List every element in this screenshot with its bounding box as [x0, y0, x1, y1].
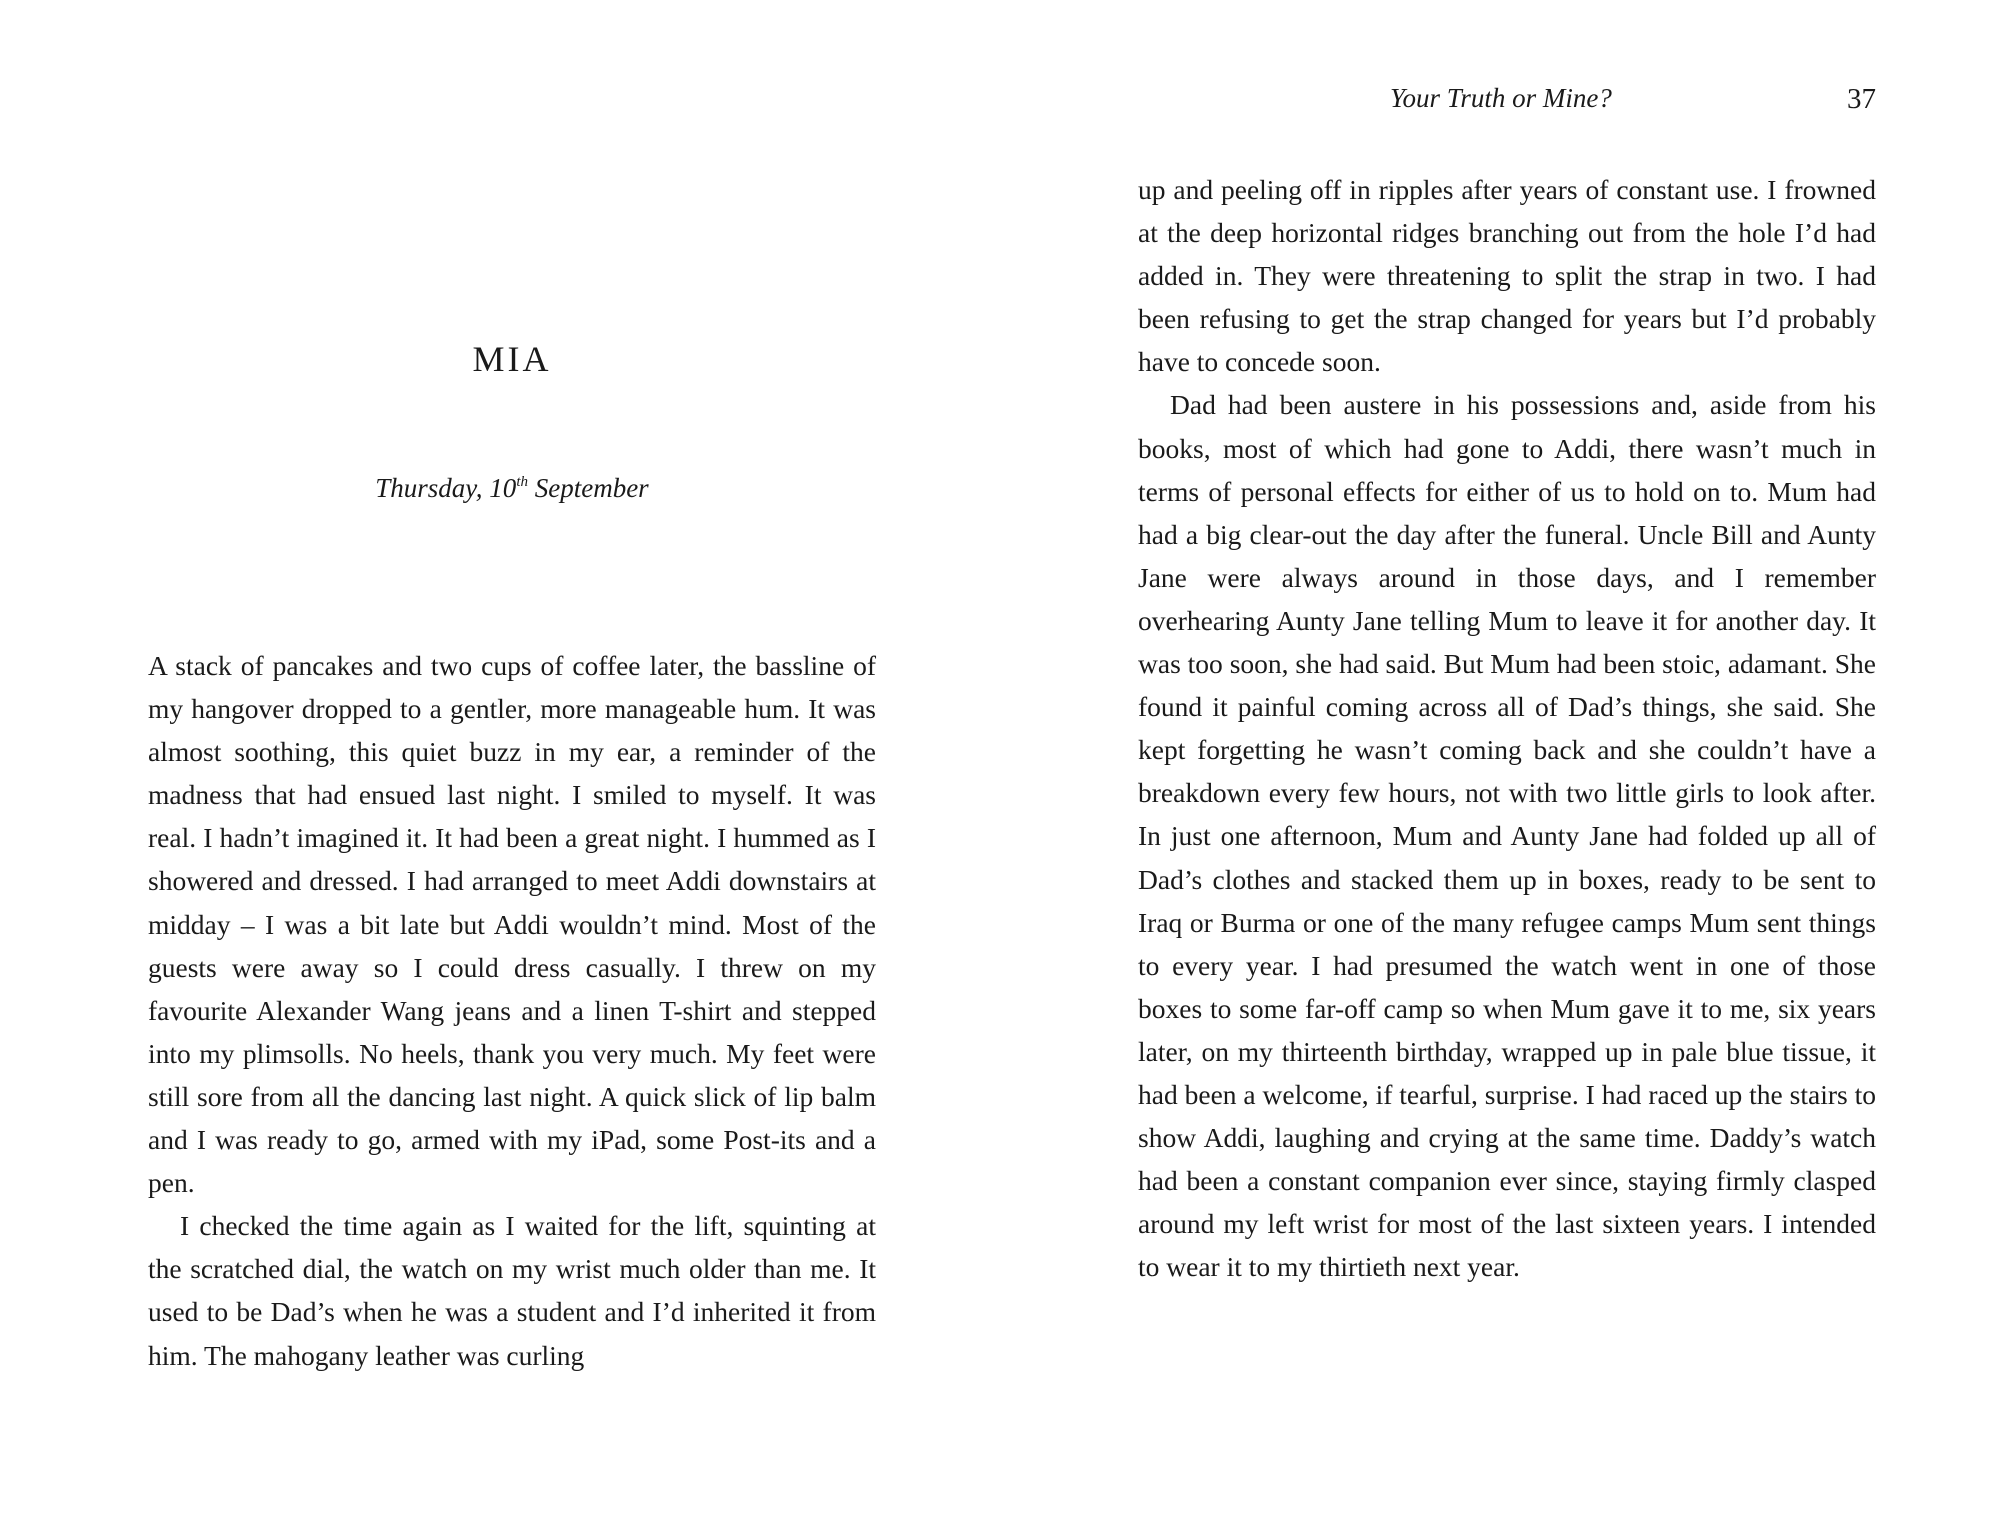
chapter-date-day: Thursday, 10	[375, 473, 517, 503]
left-paragraph-1: A stack of pancakes and two cups of coffee later, the bassline of my hangover dropped to a gentler, more manageable hum. It was almost soothing, this quiet buzz in my ear, a reminder of the madness that had ensued last night. I smiled to myself. It was real. I hadn’t imagined it. It had been a great night. I hummed as I showered and dressed. I had arranged to meet Addi downstairs at midday – I was a bit late but Addi wouldn’t mind. Most of the guests were away so I could dress casually. I threw on my favourite Alexander Wang jeans and a linen T-shirt and stepped into my plimsolls. No heels, thank you very much. My feet were still sore from all the dancing last night. A quick slick of lip balm and I was ready to go, armed with my iPad, some Post-its and a pen.	[148, 650, 876, 1199]
right-page	[1000, 0, 2000, 1526]
chapter-date-month: September	[527, 473, 649, 503]
running-head: Your Truth or Mine?	[1390, 83, 1612, 113]
chapter-date	[148, 473, 876, 504]
chapter-date-ordinal: th	[516, 474, 528, 490]
left-paragraph-2: I checked the time again as I waited for the lift, squinting at the scratched dial, the watch on my wrist much older than me. It used to be Dad’s when he was a student and I’d inherited it from him. The mahogany leather was curling	[148, 1210, 876, 1371]
right-paragraph-2: Dad had been austere in his possessions and, aside from his books, most of which had gone to Addi, there wasn’t much in terms of personal effects for either of us to hold on to. Mum had had a big clear-out the day after the funeral. Uncle Bill and Aunty Jane were always around in those days, and I remember overhearing Aunty Jane telling Mum to leave it for another day. It was too soon, she had said. But Mum had been stoic, adamant. She found it painful coming across all of Dad’s things, she said. She kept forgetting he wasn’t coming back and she couldn’t have a breakdown every few hours, not with two little girls to look after. In just one afternoon, Mum and Aunty Jane had folded up all of Dad’s clothes and stacked them up in boxes, ready to be sent to Iraq or Burma or one of the many refugee camps Mum sent things to every year. I had presumed the watch went in one of those boxes to some far-off camp so when Mum gave it to me, six years later, on my thirteenth birthday, wrapped up in pale blue tissue, it had been a welcome, if tearful, surprise. I had raced up the stairs to show Addi, laughing and crying at the same time. Daddy’s watch had been a constant companion ever since, staying firmly clasped around my left wrist for most of the last sixteen years. I intended to wear it to my thirtieth next year.	[1138, 389, 1876, 1283]
right-paragraph-1: up and peeling off in ripples after years of constant use. I frowned at the deep horizontal ridges branching out from the hole I’d had added in. They were threatening to split the strap in two. I had been refusing to get the strap changed for years but I’d probably have to concede soon.	[1138, 174, 1876, 378]
chapter-title: MIA	[472, 339, 552, 379]
left-body-text	[148, 644, 876, 1377]
right-body-text	[1138, 168, 1876, 1288]
page-number: 37	[1847, 83, 1876, 115]
